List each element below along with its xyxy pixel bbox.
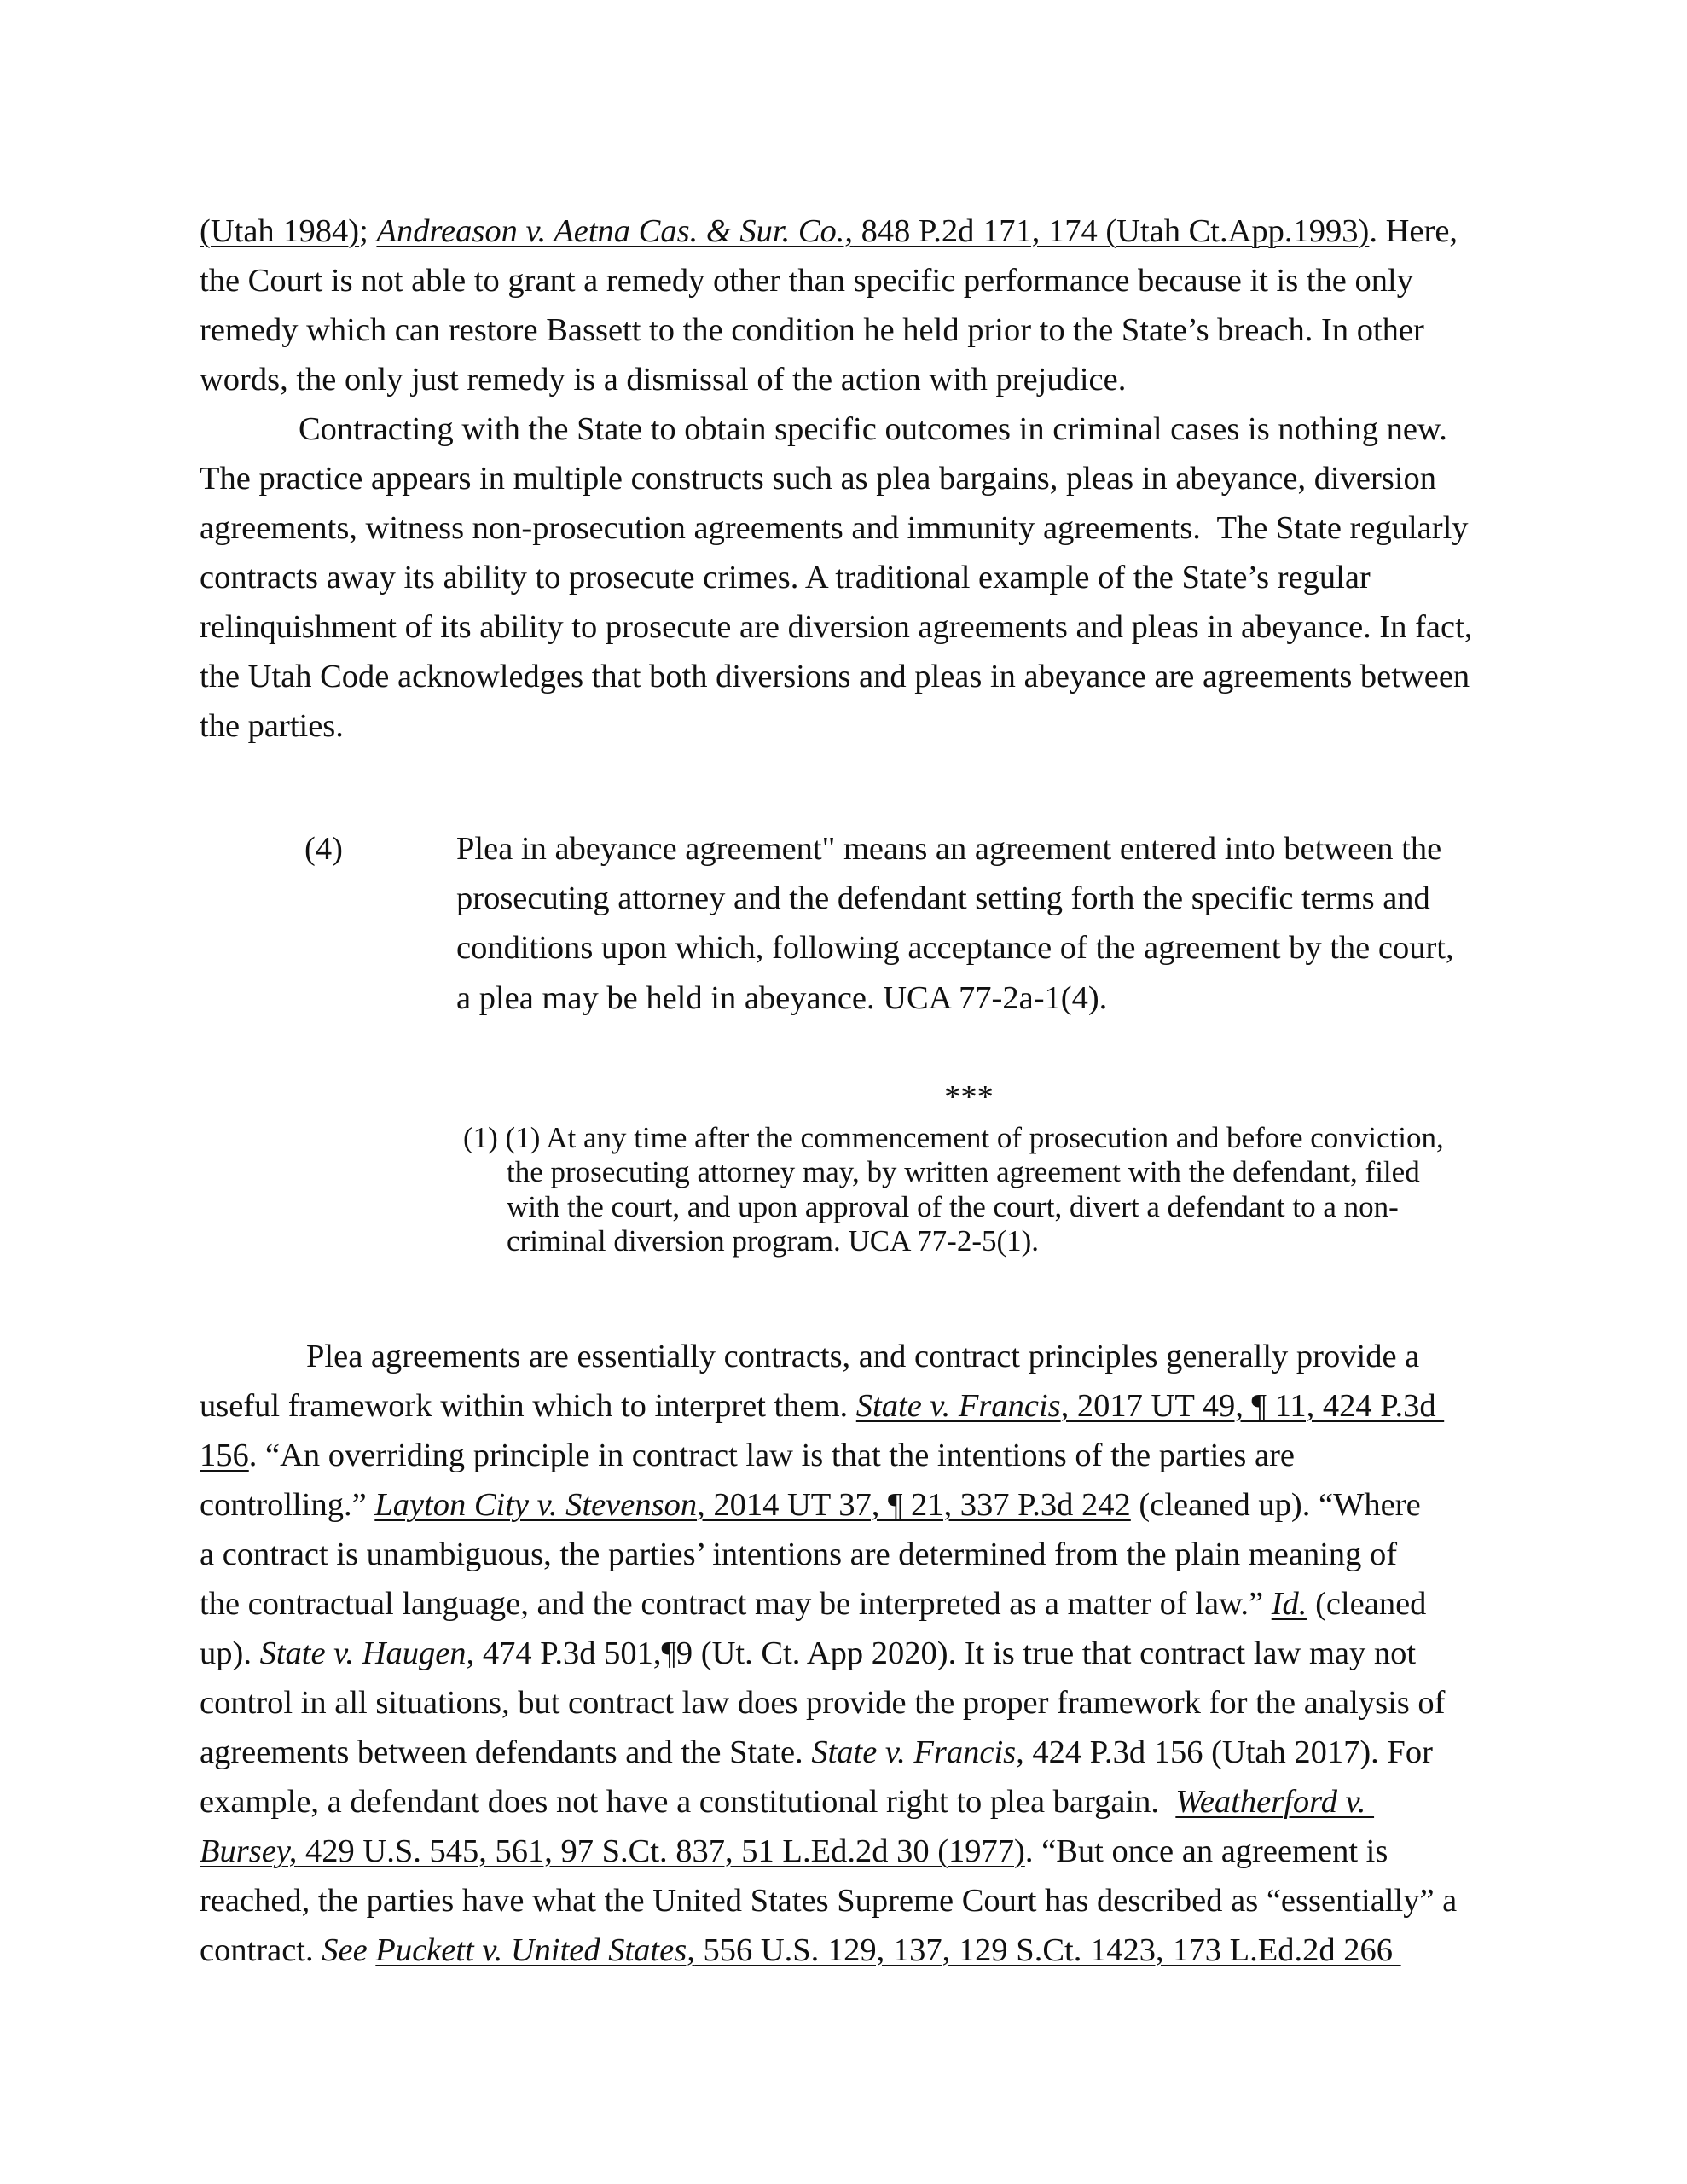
case-name-francis: State v. Francis, [811, 1734, 1024, 1770]
text-line [200, 1926, 1487, 1975]
text-line: agreements, witness non-prosecution agreements and immunity agreements. The State regularly [200, 509, 1469, 546]
text-run [368, 1932, 376, 1968]
text-run: . “But once an agreement is [1024, 1833, 1388, 1869]
text-line: words, the only just remedy is a dismissal of the action with prejudice. [200, 361, 1127, 398]
text-line: the parties. [200, 707, 344, 744]
text-line [200, 1777, 1487, 1827]
block-quote-label: (4) [304, 831, 343, 867]
case-name: Bursey, [200, 1833, 298, 1869]
text-run: example, a defendant does not have a constitutional right to plea bargain. [200, 1783, 1176, 1820]
text-line: Contracting with the State to obtain specific outcomes in criminal cases is nothing new. [299, 410, 1447, 447]
text-run: 424 P.3d 156 (Utah 2017). For [1023, 1734, 1433, 1770]
text-run: (cleaned [1307, 1585, 1427, 1622]
text-run: . Here, [1369, 212, 1458, 249]
text-line: a contract is unambiguous, the parties’ intentions are determined from the plain meaning of [200, 1536, 1398, 1572]
text-run: . “An overriding principle in contract law is that the intentions of the parties are [248, 1437, 1296, 1473]
citation-link-state-v-francis-continued[interactable] [200, 1438, 249, 1473]
citation-text: 848 P.2d 171, 174 (Utah Ct.App.1993) [853, 212, 1370, 249]
case-name: Id. [1271, 1585, 1307, 1622]
text-run: agreements between defendants and the State. [200, 1734, 812, 1770]
text-run: ; [359, 212, 377, 249]
text-line: the prosecuting attorney may, by written agreement with the defendant, filed [507, 1155, 1420, 1189]
citation-link-puckett[interactable] [375, 1932, 1400, 1968]
section-break: *** [944, 1079, 994, 1115]
text-line: relinquishment of its ability to prosecute are diversion agreements and pleas in abeyance. In fact, [200, 608, 1473, 645]
citation-text: 429 U.S. 545, 561, 97 S.Ct. 837, 51 L.Ed.2d 30 (1977) [297, 1833, 1025, 1869]
text-line: conditions upon which, following acceptance of the agreement by the court, [456, 930, 1454, 967]
paragraph-remedy [200, 206, 1487, 404]
case-name: Andreason v. Aetna Cas. & Sur. Co., [376, 212, 854, 249]
case-name: Weatherford v. [1175, 1783, 1375, 1820]
text-line: prosecuting attorney and the defendant setting forth the specific terms and [456, 880, 1430, 917]
citation-link-weatherford-continued[interactable] [200, 1833, 1025, 1869]
citation-link-weatherford[interactable] [1175, 1784, 1374, 1820]
text-run: up). [200, 1635, 260, 1671]
block-quote-diversion [463, 1121, 1496, 1258]
paragraph-plea-agreements [200, 1332, 1487, 1975]
text-line [200, 1431, 1487, 1480]
case-name-haugen: State v. Haugen [259, 1635, 467, 1671]
text-line [200, 1728, 1487, 1777]
citation-link-layton-city[interactable] [374, 1487, 1131, 1523]
text-line: the Utah Code acknowledges that both diversions and pleas in abeyance are agreements between [200, 658, 1470, 694]
block-quote-plea-in-abeyance [456, 824, 1488, 1023]
citation-text: 156 [200, 1437, 249, 1473]
text-line [200, 1381, 1487, 1431]
text-line [200, 1579, 1487, 1629]
case-name: Puckett v. United States, [375, 1931, 695, 1968]
citation-text: , 2017 UT 49, ¶ 11, 424 P.3d [1060, 1387, 1445, 1424]
paragraph-contracting [200, 404, 1487, 751]
text-line [200, 1827, 1487, 1876]
citation-link-andreason[interactable] [376, 213, 1369, 249]
text-line [200, 1629, 1487, 1678]
citation-signal: See [322, 1931, 368, 1968]
text-line [200, 206, 1487, 256]
text-run: controlling.” [200, 1486, 375, 1523]
text-line: the Court is not able to grant a remedy other than specific performance because it is the only [200, 262, 1413, 299]
case-name: Layton City v. Stevenson [374, 1486, 698, 1523]
citation-link-state-v-francis[interactable] [856, 1388, 1444, 1424]
citation-link-id[interactable] [1272, 1586, 1307, 1622]
case-name: State v. Francis [855, 1387, 1061, 1424]
text-run: , 474 P.3d 501,¶9 (Ut. Ct. App 2020). It is true that contract law may not [466, 1635, 1417, 1671]
citation-text: , 2014 UT 37, ¶ 21, 337 P.3d 242 [697, 1486, 1131, 1523]
text-line: Plea agreements are essentially contracts, and contract principles generally provide a [306, 1338, 1420, 1374]
text-run: the contractual language, and the contract may be interpreted as a matter of law.” [200, 1585, 1272, 1622]
text-line: with the court, and upon approval of the court, divert a defendant to a non- [507, 1189, 1399, 1223]
text-line: control in all situations, but contract law does provide the proper framework for the analysis of [200, 1684, 1446, 1721]
text-line: contracts away its ability to prosecute crimes. A traditional example of the State’s regular [200, 559, 1371, 595]
text-run: useful framework within which to interpret them. [200, 1387, 856, 1424]
text-line: Plea in abeyance agreement" means an agreement entered into between the [456, 831, 1442, 867]
citation-text: 556 U.S. 129, 137, 129 S.Ct. 1423, 173 L.Ed.2d 266 [694, 1931, 1401, 1968]
text-line: reached, the parties have what the United States Supreme Court has described as “essentially” a [200, 1882, 1458, 1919]
text-line: remedy which can restore Bassett to the condition he held prior to the State’s breach. In other [200, 311, 1424, 348]
citation-text: (Utah 1984) [200, 212, 360, 249]
text-line: criminal diversion program. UCA 77-2-5(1). [507, 1223, 1040, 1258]
text-line [200, 1480, 1487, 1530]
text-line: a plea may be held in abeyance. UCA 77-2a-1(4). [456, 979, 1108, 1016]
text-line: (1) (1) At any time after the commencement of prosecution and before conviction, [463, 1121, 1444, 1154]
citation-link-prior-case[interactable] [200, 213, 359, 249]
text-run: contract. [200, 1931, 322, 1968]
text-line: The practice appears in multiple constructs such as plea bargains, pleas in abeyance, diversion [200, 460, 1437, 497]
text-run: (cleaned up). “Where [1130, 1486, 1421, 1523]
